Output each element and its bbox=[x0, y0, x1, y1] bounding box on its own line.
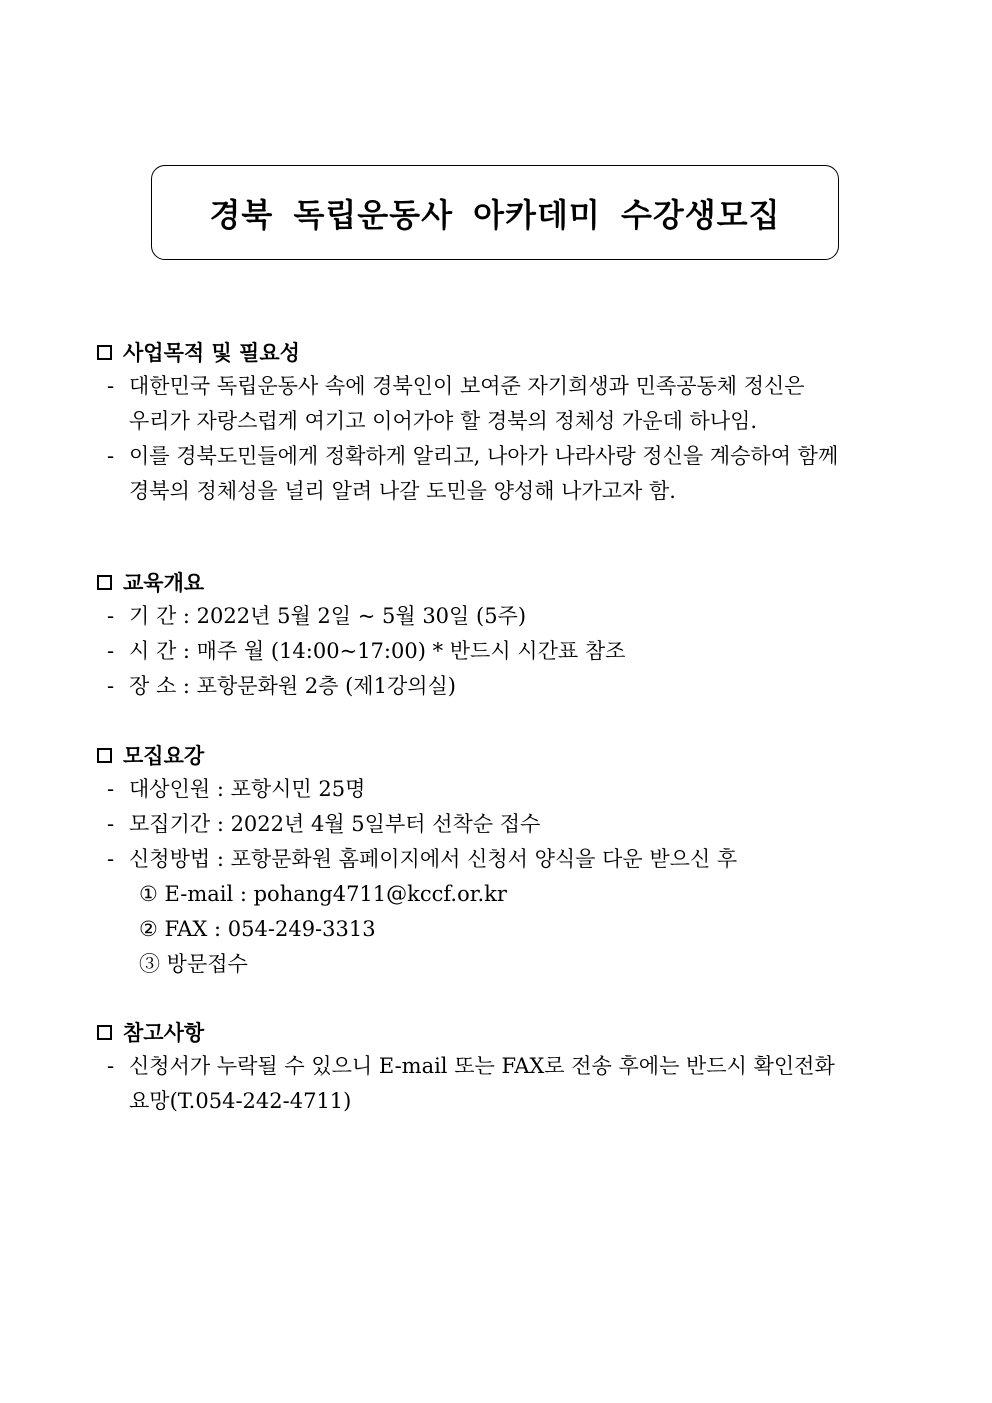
dash-marker: - bbox=[107, 1054, 115, 1078]
bullet-continuation: 우리가 자랑스럽게 여기고 이어가야 할 경북의 정체성 가운데 하나임. bbox=[129, 409, 758, 433]
bullet-line bbox=[95, 669, 915, 704]
dash-marker: - bbox=[107, 812, 115, 836]
section-heading bbox=[95, 738, 915, 772]
recruit-target: 대상인원 : 포항시민 25명 bbox=[129, 777, 366, 801]
section-heading bbox=[95, 565, 915, 599]
bullet-text: 대한민국 독립운동사 속에 경북인이 보여준 자기희생과 민족공동체 정신은 bbox=[129, 374, 805, 398]
section-heading-label: 참고사항 bbox=[123, 1021, 205, 1045]
checkbox-icon bbox=[97, 575, 112, 590]
bullet-line bbox=[95, 369, 915, 404]
bullet-line bbox=[95, 599, 915, 634]
bullet-continuation: 경북의 정체성을 널리 알려 나갈 도민을 양성해 나가고자 함. bbox=[129, 479, 676, 503]
dash-marker: - bbox=[107, 639, 115, 663]
title-box bbox=[151, 165, 839, 260]
apply-option-visit: ③ 방문접수 bbox=[139, 952, 248, 976]
education-period: 기 간 : 2022년 5월 2일 ~ 5월 30일 (5주) bbox=[129, 604, 527, 628]
bullet-line bbox=[95, 634, 915, 669]
apply-option-email: ① E-mail : pohang4711@kccf.or.kr bbox=[139, 882, 507, 906]
recruit-period: 모집기간 : 2022년 4월 5일부터 선착순 접수 bbox=[129, 812, 541, 836]
notes-continuation: 요망(T.054-242-4711) bbox=[129, 1089, 352, 1113]
section-notes bbox=[95, 1015, 915, 1119]
bullet-line bbox=[95, 772, 915, 807]
dash-marker: - bbox=[107, 847, 115, 871]
section-heading-label: 사업목적 및 필요성 bbox=[123, 341, 300, 365]
page-title: 경북 독립운동사 아카데미 수강생모집 bbox=[209, 195, 781, 234]
section-recruit bbox=[95, 738, 915, 982]
bullet-line bbox=[95, 439, 915, 474]
checkbox-icon bbox=[97, 748, 112, 763]
section-heading bbox=[95, 335, 915, 369]
bullet-text: 이를 경북도민들에게 정확하게 알리고, 나아가 나라사랑 정신을 계승하여 함께 bbox=[129, 444, 839, 468]
dash-marker: - bbox=[107, 444, 115, 468]
education-time: 시 간 : 매주 월 (14:00~17:00) * 반드시 시간표 참조 bbox=[129, 639, 626, 663]
notes-text: 신청서가 누락될 수 있으니 E-mail 또는 FAX로 전송 후에는 반드시 확인전화 bbox=[129, 1054, 835, 1078]
dash-marker: - bbox=[107, 374, 115, 398]
recruit-method: 신청방법 : 포항문화원 홈페이지에서 신청서 양식을 다운 받으신 후 bbox=[129, 847, 738, 871]
section-education bbox=[95, 565, 915, 704]
checkbox-icon bbox=[97, 1025, 112, 1040]
apply-option-fax: ② FAX : 054-249-3313 bbox=[139, 917, 376, 941]
bullet-line bbox=[95, 842, 915, 877]
bullet-line bbox=[95, 807, 915, 842]
bullet-line bbox=[95, 1049, 915, 1084]
dash-marker: - bbox=[107, 777, 115, 801]
checkbox-icon bbox=[97, 345, 112, 360]
section-heading-label: 모집요강 bbox=[123, 744, 205, 768]
dash-marker: - bbox=[107, 604, 115, 628]
section-heading-label: 교육개요 bbox=[123, 571, 205, 595]
section-purpose bbox=[95, 335, 915, 509]
section-heading bbox=[95, 1015, 915, 1049]
education-place: 장 소 : 포항문화원 2층 (제1강의실) bbox=[129, 674, 456, 698]
dash-marker: - bbox=[107, 674, 115, 698]
